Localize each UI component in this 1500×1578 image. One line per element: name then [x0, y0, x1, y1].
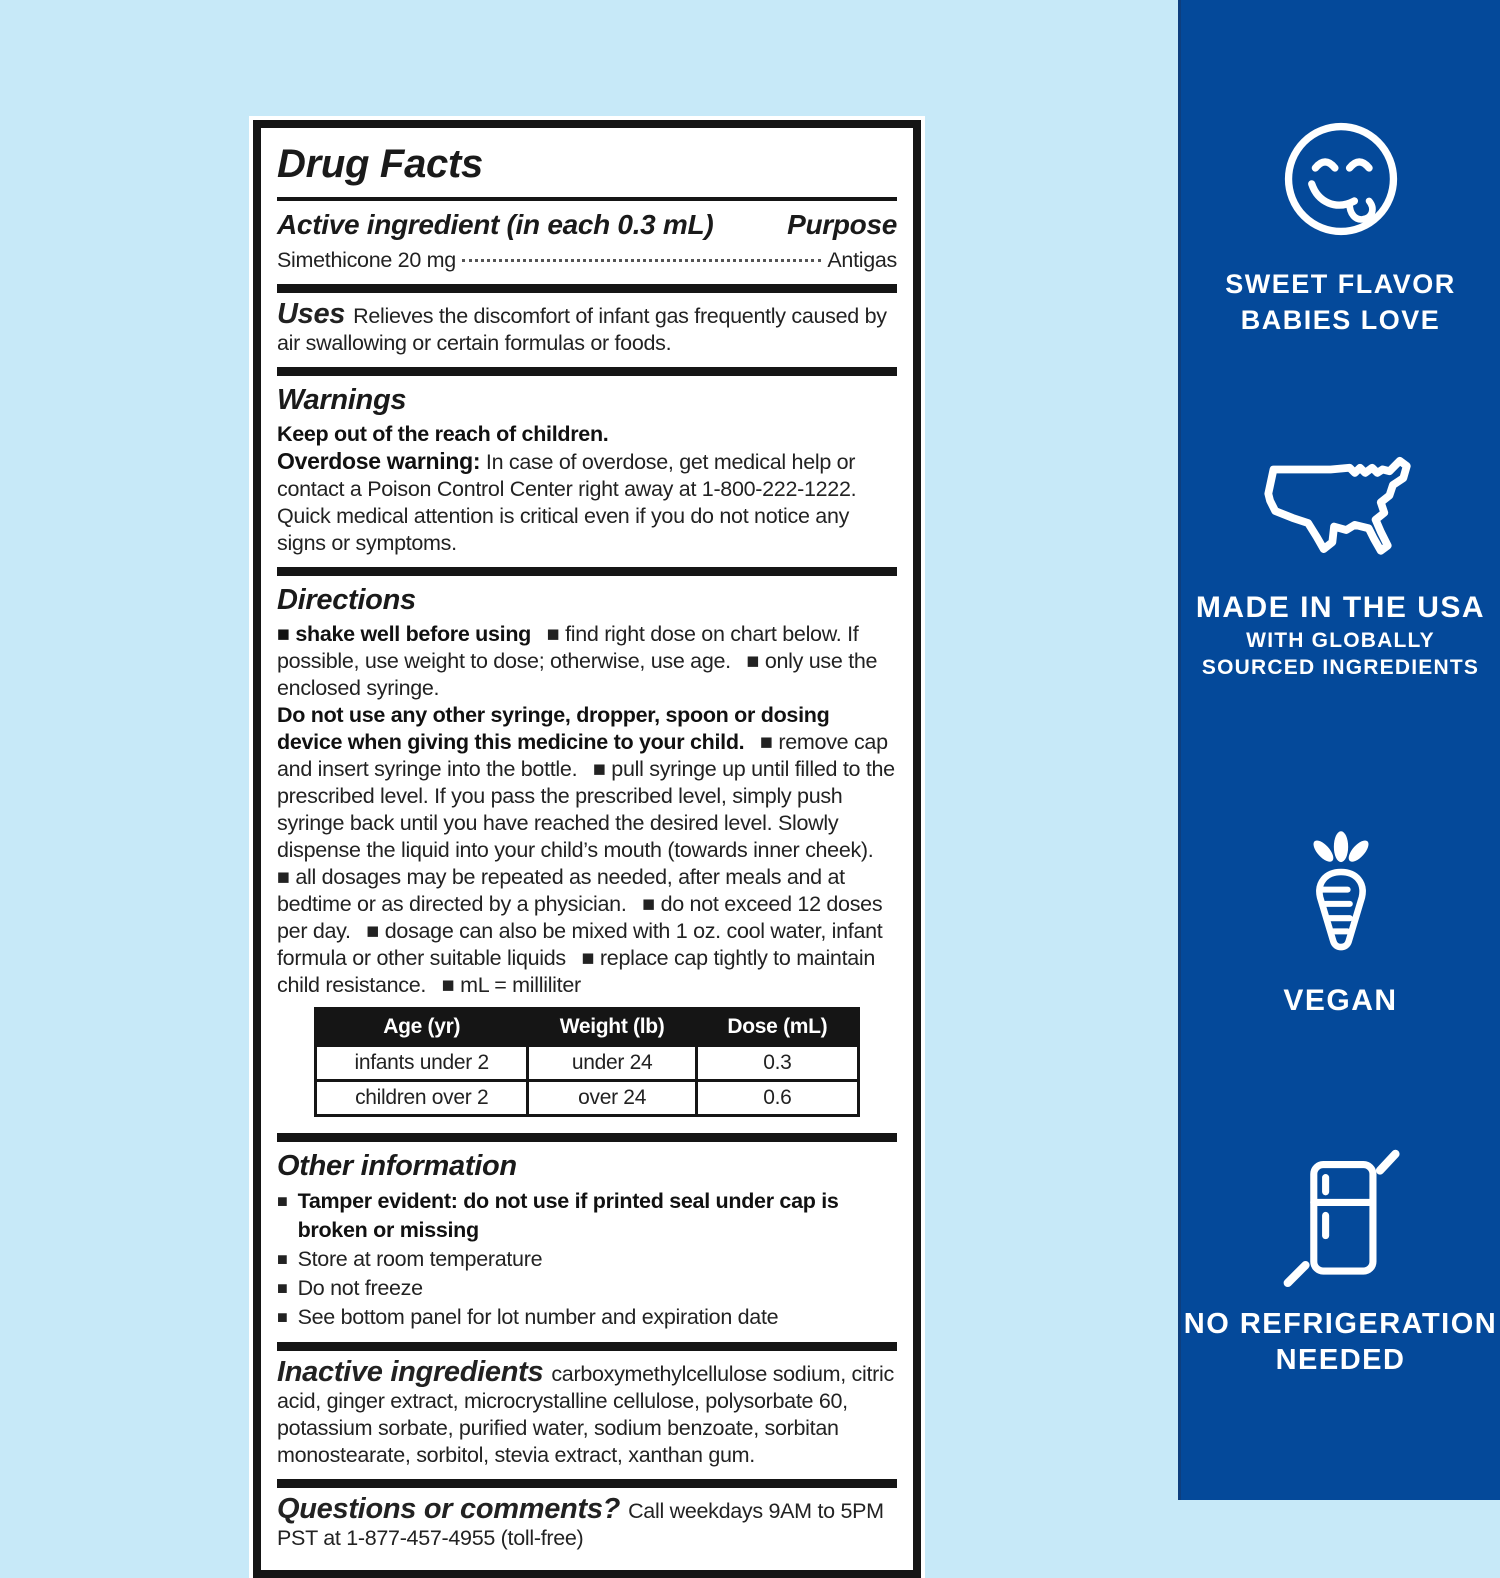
benefit-label: WITH GLOBALLY: [1246, 629, 1435, 652]
inactive-ingredients-text: carboxymethylcellulose sodium, citric acid, ginger extract, microcrystalline cellulose, polysorbate 60, potassium sorbate, purified water, sodium benzoate, sorbitan monostearate, sorbitol, stevia extract, xanthan gum.: [277, 1362, 894, 1467]
direction-item: ■ dosage can also be mixed with 1 oz. cool water, infant formula or other suitable liquids: [277, 919, 883, 970]
benefit-vegan: [1181, 828, 1500, 1020]
purpose-heading: Purpose: [787, 209, 897, 240]
square-bullet-icon: ■: [277, 1307, 288, 1327]
active-ingredient-name: Simethicone 20 mg: [277, 248, 456, 272]
benefit-label: MADE IN THE USA: [1195, 591, 1486, 624]
drug-facts-title: Drug Facts: [277, 138, 897, 201]
dose-table: [314, 1007, 860, 1117]
dose-cell: over 24: [528, 1081, 697, 1116]
direction-item: ■ remove cap and insert syringe into the bottle.: [277, 730, 888, 781]
benefit-no-refrigeration: [1181, 1148, 1500, 1378]
questions-text: Call weekdays 9AM to 5PM PST at 1-877-457-4955 (toll-free): [277, 1499, 884, 1550]
dose-table-header: Dose (mL): [697, 1009, 859, 1046]
other-information-heading: Other information: [277, 1150, 517, 1182]
directions-section: [277, 576, 897, 1142]
benefit-sweet-flavor: [1181, 118, 1500, 338]
dose-cell: children over 2: [316, 1081, 528, 1116]
other-info-item: [277, 1245, 897, 1274]
benefit-label: BABIES LOVE: [1240, 305, 1441, 335]
benefit-label: NO REFRIGERATION: [1183, 1308, 1498, 1340]
questions-section: [277, 1488, 897, 1556]
direction-item: ■ pull syringe up until filled to the prescribed level. If you pass the prescribed level, simply push syringe back until you have reached the desired level. Slowly dispense the liquid into your child’s mouth (towards inner cheek).: [277, 757, 895, 862]
carrot-icon: [1181, 828, 1500, 960]
direction-item: Do not use any other syringe, dropper, spoon or dosing device when giving this medicine to your child.: [277, 703, 830, 754]
direction-item: ■ do not exceed 12 doses per day.: [277, 892, 883, 943]
warnings-heading: Warnings: [277, 384, 407, 416]
other-info-item: [277, 1187, 897, 1245]
direction-item: ■ only use the enclosed syringe.: [277, 649, 878, 700]
other-info-text: Do not freeze: [297, 1276, 423, 1300]
active-ingredient-section: [277, 201, 897, 293]
dose-table-header: Weight (lb): [528, 1009, 697, 1046]
uses-heading: Uses: [277, 298, 346, 330]
other-info-text: See bottom panel for lot number and expiration date: [297, 1305, 779, 1329]
questions-heading: Questions or comments?: [277, 1493, 621, 1525]
directions-heading: Directions: [277, 584, 416, 616]
dose-table-header: Age (yr): [316, 1009, 528, 1046]
dose-cell: 0.6: [697, 1081, 859, 1116]
smiley-tongue-icon: [1181, 118, 1500, 240]
dotted-leader: [462, 259, 821, 262]
warnings-section: [277, 376, 897, 576]
dose-cell: 0.3: [697, 1046, 859, 1081]
benefits-sidebar: [1178, 0, 1500, 1500]
benefit-made-in-usa: [1181, 455, 1500, 681]
inactive-ingredients-section: [277, 1351, 897, 1488]
square-bullet-icon: ■: [277, 1191, 288, 1211]
other-info-item: [277, 1303, 897, 1332]
other-info-text: Store at room temperature: [297, 1247, 543, 1271]
square-bullet-icon: ■: [277, 1249, 288, 1269]
uses-text: Relieves the discomfort of infant gas frequently caused by air swallowing or certain formulas or foods.: [277, 304, 887, 355]
other-info-item: [277, 1274, 897, 1303]
dose-cell: under 24: [528, 1046, 697, 1081]
square-bullet-icon: ■: [277, 1278, 288, 1298]
direction-item: ■ shake well before using: [277, 622, 532, 646]
benefit-label: NEEDED: [1275, 1344, 1406, 1376]
direction-item: ■ all dosages may be repeated as needed, after meals and at bedtime or as directed by a physician.: [277, 865, 845, 916]
dose-cell: infants under 2: [316, 1046, 528, 1081]
dose-table-row: [316, 1081, 859, 1116]
active-ingredient-heading: Active ingredient (in each 0.3 mL): [277, 209, 714, 240]
drug-facts-panel: [253, 120, 921, 1578]
other-information-section: [277, 1142, 897, 1351]
dose-table-row: [316, 1046, 859, 1081]
direction-item: ■ replace cap tightly to maintain child resistance.: [277, 946, 876, 997]
uses-section: [277, 293, 897, 376]
usa-map-icon: [1181, 455, 1500, 567]
overdose-warning-text: In case of overdose, get medical help or contact a Poison Control Center right away at 1-800-222-1222. Quick medical attention is critical even if you do not notice any signs or symptoms.: [277, 450, 857, 555]
benefit-label: VEGAN: [1283, 984, 1398, 1017]
direction-item: ■ find right dose on chart below. If possible, use weight to dose; otherwise, use age.: [277, 622, 859, 673]
active-ingredient-purpose: Antigas: [827, 248, 897, 272]
overdose-warning-label: Overdose warning:: [277, 448, 481, 474]
direction-item: ■ mL = milliliter: [441, 973, 581, 997]
keep-out-text: Keep out of the reach of children.: [277, 422, 609, 446]
benefit-label: SOURCED INGREDIENTS: [1201, 656, 1480, 679]
fridge-slash-icon: [1181, 1148, 1500, 1290]
benefit-label: SWEET FLAVOR: [1225, 269, 1456, 299]
other-info-text: Tamper evident: do not use if printed seal under cap is broken or missing: [297, 1189, 839, 1242]
inactive-ingredients-heading: Inactive ingredients: [277, 1356, 544, 1388]
